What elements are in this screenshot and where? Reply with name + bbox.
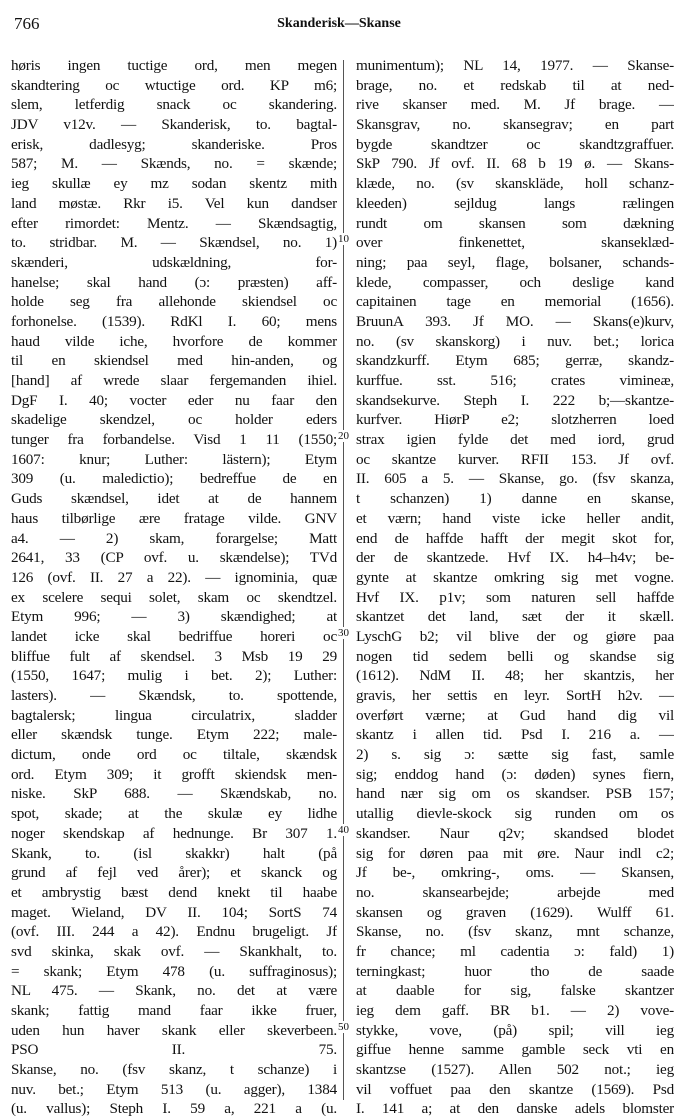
- text-line: klæde, no. (sv skanskläde, holl schanz-: [356, 175, 674, 193]
- text-line: der de skantzede. Hvf IX. h4–h4v; be-: [356, 549, 674, 567]
- text-line: PSO II. 75.: [11, 1041, 337, 1059]
- text-line: Hvf IX. p1v; som naturen sell haffde: [356, 588, 674, 606]
- text-line: spot, skade; at the skulæ ey lidhe: [11, 805, 337, 823]
- text-line: end de haffde hafft der megit skot for,: [356, 529, 674, 547]
- page-header: [14, 14, 664, 34]
- text-line: no. (sv skanskorg) i nuv. bet.; lorica: [356, 332, 674, 350]
- text-line: = skank; Etym 478 (u. suffraginosus);: [11, 962, 337, 980]
- text-line: overført værne; at Gud hand dig vil: [356, 706, 674, 724]
- text-line: II. 605 a 5. — Skanse, go. (fsv skanza,: [356, 470, 674, 488]
- text-line: erisk, dadlesyg; skanderiske. Pros: [11, 135, 337, 153]
- text-line: grund af fejl ved årer); et skanck og: [11, 864, 337, 882]
- text-line: svd skinka, skak ovf. — Skankhalt, to.: [11, 942, 337, 960]
- line-number-marker: 40: [338, 824, 349, 836]
- text-line: skænderi, udskældning, for-: [11, 253, 337, 271]
- text-line: terningkast; huor tho de saade: [356, 962, 674, 980]
- text-line: (1612). NdM II. 48; her skantzis, her: [356, 667, 674, 685]
- text-line: munimentum); NL 14, 1977. — Skanse-: [356, 57, 674, 74]
- text-line: skandsekurve. Steph I. 222 b;—skantze-: [356, 391, 674, 409]
- text-line: maget. Wieland, DV II. 104; SortS 74: [11, 903, 337, 921]
- text-line: skantzet det land, sæt der it skæll.: [356, 608, 674, 626]
- text-line: uden hun haver skank eller skeverbeen.: [11, 1021, 337, 1039]
- text-line: hanelse; skal hand (ɔ: præsten) aff-: [11, 273, 337, 291]
- text-line: bagtalersk; lingua circulatrix, sladder: [11, 706, 337, 724]
- text-line: 1607: knur; Luther: lästern); Etym: [11, 450, 337, 468]
- text-line: utallig dievle-skock sig runden om os: [356, 805, 674, 823]
- right-column: [356, 56, 674, 1119]
- text-line: a4. — 2) skam, forargelse; Matt: [11, 529, 337, 547]
- text-line: holde seg fra allehonde skiendsel oc: [11, 293, 337, 311]
- text-line: Skanse, no. (fsv skanz, t schanze) i: [11, 1061, 337, 1079]
- text-line: gynte at skantze omkring sig met vogne.: [356, 568, 674, 586]
- text-line: et ambrystig bæst dend knekt til haabe: [11, 883, 337, 901]
- text-line: Skanse, no. (fsv skanz, mnt schanze,: [356, 923, 674, 941]
- text-line: skantz i allen tid. Psd I. 216 a. —: [356, 726, 674, 744]
- text-line: slem, letferdig snack oc skandering.: [11, 96, 337, 114]
- text-line: NL 475. — Skank, no. det at være: [11, 982, 337, 1000]
- text-line: land møstæ. Rkr i5. Vel kun dandser: [11, 194, 337, 212]
- text-line: 2641, 33 (CP ovf. u. skændelse); TVd: [11, 549, 337, 567]
- text-line: LyschG b2; vil blive der og giøre paa: [356, 627, 674, 645]
- text-line: (u. vallus); Steph I. 59 a, 221 a (u.: [11, 1100, 337, 1118]
- text-line: Jf be-, omkring-, oms. — Skansen,: [356, 864, 674, 882]
- text-line: capitainen tage en memorial (1656).: [356, 293, 674, 311]
- text-line: BruunA 393. Jf MO. — Skans(e)kurv,: [356, 312, 674, 330]
- text-line: et værn; hand viste icke heller andit,: [356, 509, 674, 527]
- text-line: 126 (ovf. II. 27 a 22). — ignominia, quæ: [11, 568, 337, 586]
- text-line: DgF I. 40; vocter eder nu faar den: [11, 391, 337, 409]
- text-line: sig; enddog hand (ɔ: døden) synes fiern,: [356, 765, 674, 783]
- text-line: kleeden) sejldug langs rælingen: [356, 194, 674, 212]
- text-line: lasters). — Skændsk, to. spottende,: [11, 687, 337, 704]
- text-line: forhonelse. (1539). RdKl I. 60; mens: [11, 312, 337, 330]
- text-line: skank; fattig mand faar ikke fruer,: [11, 1002, 337, 1019]
- text-line: haus tilbørlige ære fratage vilde. GNV: [11, 509, 337, 527]
- page-number: 766: [14, 14, 40, 33]
- text-line: strax igien fylde det med iord, grud: [356, 431, 674, 449]
- text-line: kurffue. sst. 516; crates vimineæ,: [356, 372, 674, 389]
- text-line: over finkenettet, skanseklæd-: [356, 234, 674, 252]
- text-line: oc skantze kurver. RFII 153. Jf ovf.: [356, 450, 674, 468]
- text-line: bygde skandtzer oc skandtzgraffuer.: [356, 135, 674, 153]
- text-line: no. skansearbejde; arbejde med: [356, 883, 674, 901]
- text-line: nogen tid sedem belli og skandse sig: [356, 647, 674, 665]
- text-line: 2) s. sig ɔ: sætte sig fast, samle: [356, 746, 674, 764]
- text-line: høris ingen tuctige ord, men megen: [11, 57, 337, 74]
- text-line: ieg dem gaff. BR b1. — 2) vove-: [356, 1002, 674, 1019]
- text-line: SkP 790. Jf ovf. II. 68 b 19 ø. — Skans-: [356, 155, 674, 173]
- text-line: brage, no. et redskab til at ned-: [356, 76, 674, 94]
- left-column: [11, 56, 337, 1119]
- text-line: Guds skændsel, idet at de hannem: [11, 490, 337, 508]
- text-line: skandser. Naur q2v; skandsed blodet: [356, 824, 674, 842]
- text-line: til en skiendsel med hin-anden, og: [11, 352, 337, 370]
- text-line: 309 (u. maledictio); bedreffue de en: [11, 470, 337, 488]
- text-line: ieg skullæ ey mz sodan skentz mith: [11, 175, 337, 193]
- text-line: 587; M. — Skænds, no. = skænde;: [11, 155, 337, 173]
- text-line: Skansgrav, no. skansegrav; en part: [356, 116, 674, 134]
- text-line: skansen og graven (1629). Wulff 61.: [356, 903, 674, 921]
- text-line: rive skanser med. M. Jf brage. —: [356, 96, 674, 114]
- text-line: eller skændsk tunge. Etym 222; male-: [11, 726, 337, 744]
- text-line: skadelige skendzel, oc holder eders: [11, 411, 337, 429]
- text-line: efter rimordet: Mentz. — Skændsagtig,: [11, 214, 337, 232]
- text-line: JDV v12v. — Skanderisk, to. bagtal-: [11, 116, 337, 134]
- line-number-marker: 50: [338, 1021, 349, 1033]
- text-line: giffue henne samme gamble seck vti en: [356, 1041, 674, 1059]
- text-line: Etym 996; — 3) skændighed; at: [11, 608, 337, 626]
- text-line: skantzse (1527). Allen 502 not.; ieg: [356, 1061, 674, 1079]
- text-line: (1550, 1647; mulig i bet. 2); Luther:: [11, 667, 337, 685]
- text-line: [hand] af wrede slaar fergemanden ihiel.: [11, 372, 337, 389]
- text-line: noger skendskap af hednunge. Br 307 1.: [11, 824, 337, 842]
- text-line: fr chance; ml cadentia ɔ: fald) 1): [356, 942, 674, 960]
- text-line: Skank, to. (isl skakkr) halt (på: [11, 844, 337, 862]
- line-number-marker: 30: [338, 627, 349, 639]
- line-number-marker: 20: [338, 430, 349, 442]
- text-line: kurfver. HiørP e2; slotzherren loed: [356, 411, 674, 429]
- text-line: at daable for sig, falske skantzer: [356, 982, 674, 1000]
- text-line: gravis, her settis en leyr. SortH h2v. —: [356, 687, 674, 704]
- text-line: (ovf. III. 244 a 42). Endnu brugeligt. Jf: [11, 923, 337, 941]
- text-line: haud vilde iche, hvorfore de kommer: [11, 332, 337, 350]
- text-line: landet icke skal bedriffue horeri oc: [11, 627, 337, 645]
- running-head: Skanderisk—Skanse: [277, 16, 401, 31]
- text-line: tunger fra forbandelse. Visd 1 11 (1550;: [11, 431, 337, 449]
- text-line: dictum, onde ord oc tiltale, skændsk: [11, 746, 337, 764]
- text-line: ex scelere sequi solet, skam oc skendtzel.: [11, 588, 337, 606]
- text-line: klede, compasser, och deslige kand: [356, 273, 674, 291]
- text-line: t schanzen) 1) danne en skanse,: [356, 490, 674, 508]
- line-number-marker: 10: [338, 233, 349, 245]
- column-divider: [343, 60, 344, 1100]
- text-line: skandzkurff. Etym 685; gerræ, skandz-: [356, 352, 674, 370]
- text-line: nuv. bet.; Etym 513 (u. agger), 1384: [11, 1080, 337, 1098]
- text-line: sig for døren paa mit øre. Naur indl c2;: [356, 844, 674, 862]
- text-line: hand nær sig om os skandser. PSB 157;: [356, 785, 674, 803]
- text-line: stykke, vove, (på) spil; vill ieg: [356, 1021, 674, 1039]
- text-line: niske. SkP 688. — Skændskab, no.: [11, 785, 337, 803]
- text-line: I. 141 a; at den danske adels blomster: [356, 1100, 674, 1118]
- text-line: ning; paa seyl, flage, bolsaner, schands-: [356, 253, 674, 271]
- text-line: ord. Etym 309; it grofft skiendsk men-: [11, 765, 337, 783]
- text-line: rundt om skansen som dækning: [356, 214, 674, 232]
- text-line: to. stridbar. M. — Skændsel, no. 1): [11, 234, 337, 252]
- text-line: vil voffuet paa den skantze (1569). Psd: [356, 1080, 674, 1098]
- text-line: skandtering oc wtuctige ord. KP m6;: [11, 76, 337, 94]
- text-line: bliffue fult af skendsel. 3 Msb 19 29: [11, 647, 337, 665]
